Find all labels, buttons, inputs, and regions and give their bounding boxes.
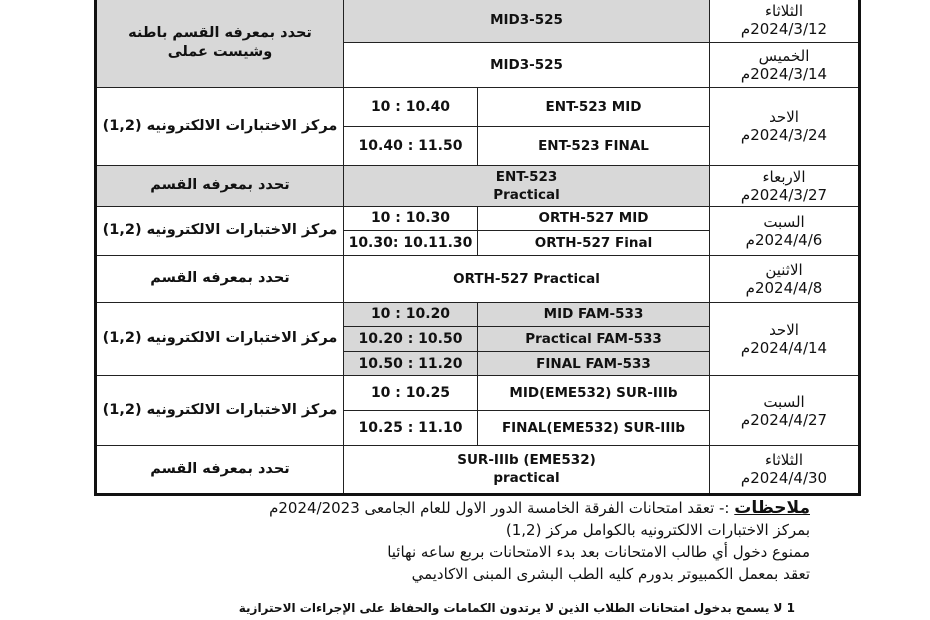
notes-section (170, 497, 810, 585)
course-cell: ORTH-527 Practical (344, 255, 710, 302)
location-cell: تحدد بمعرفه القسم (96, 255, 344, 302)
day-cell (710, 0, 860, 42)
location-cell: تحدد بمعرفه القسم (96, 165, 344, 206)
exam-date: 2024/4/14م (740, 338, 828, 357)
exam-date: 2024/4/27م (740, 410, 828, 429)
day-cell (710, 255, 860, 302)
schedule-row (96, 445, 860, 494)
day-cell (710, 302, 860, 376)
time-cell: 10.50 : 11.20 (344, 351, 478, 376)
exam-date: 2024/4/6م (745, 230, 823, 249)
exam-date: 2024/3/27م (740, 185, 828, 204)
day-name: الاربعاء (762, 167, 806, 186)
exam-date: 2024/4/8م (745, 278, 823, 297)
time-cell: 10.25 : 11.10 (344, 411, 478, 446)
notes-line: تعقد بمعمل الكمبيوتر بدورم كليه الطب البشرى المبنى الاكاديمي (411, 565, 810, 583)
exam-date: 2024/3/14م (740, 64, 828, 83)
day-name: الاحد (769, 108, 799, 127)
course-cell: FINAL FAM-533 (478, 351, 710, 376)
notes-title: ملاحظات (734, 498, 810, 518)
location-cell: مركز الاختبارات الالكترونيه (1,2) (96, 376, 344, 446)
day-cell (710, 87, 860, 165)
course-cell: ENT-523 Practical (344, 165, 710, 206)
time-cell: 10 : 10.25 (344, 376, 478, 411)
day-name: السبت (763, 392, 805, 411)
day-cell (710, 445, 860, 494)
course-cell: ENT-523 MID (478, 87, 710, 126)
schedule-row (96, 206, 860, 231)
day-cell (710, 376, 860, 446)
notes-footnote: 1 لا يسمح بدخول امتحانات الطلاب الذين لا يرتدون الكمامات والحفاظ على الإجراءات الاحترازية (238, 601, 795, 615)
location-cell: تحدد بمعرفه القسم (96, 445, 344, 494)
time-cell: 10.30: 10.11.30 (344, 231, 478, 256)
exam-date: 2024/3/24م (740, 126, 828, 145)
course-cell: ENT-523 FINAL (478, 126, 710, 165)
day-cell (710, 42, 860, 87)
time-cell: 10.20 : 10.50 (344, 327, 478, 352)
exam-date: 2024/3/12م (740, 20, 828, 39)
day-name: السبت (763, 212, 805, 231)
notes-line: ممنوع دخول أي طالب الامتحانات بعد بدء الامتحانات بربع ساعه نهائيا (387, 543, 810, 561)
course-cell: ORTH-527 Final (478, 231, 710, 256)
notes-first-line (170, 497, 810, 519)
notes-intro: :- تعقد امتحانات الفرقة الخامسة الدور الاول للعام الجامعى 2024/2023م (269, 499, 730, 517)
course-cell: ORTH-527 MID (478, 206, 710, 231)
time-cell: 10 : 10.40 (344, 87, 478, 126)
day-name: الاثنين (765, 260, 803, 279)
course-cell: FINAL(EME532) SUR-IIIb (478, 411, 710, 446)
schedule-row (96, 376, 860, 411)
day-name: الخميس (758, 46, 810, 65)
day-name: الثلاثاء (764, 451, 803, 470)
course-cell: MID3-525 (344, 42, 710, 87)
schedule-row (96, 255, 860, 302)
course-cell: (EME532) SUR-IIIb practical (344, 445, 710, 494)
schedule-row (96, 87, 860, 126)
day-cell (710, 206, 860, 255)
day-cell (710, 165, 860, 206)
day-name: الاحد (769, 320, 799, 339)
course-cell: Practical FAM-533 (478, 327, 710, 352)
time-cell: 10.40 : 11.50 (344, 126, 478, 165)
schedule-row (96, 0, 860, 42)
course-cell: MID FAM-533 (478, 302, 710, 327)
time-cell: 10 : 10.30 (344, 206, 478, 231)
location-cell: مركز الاختبارات الالكترونيه (1,2) (96, 206, 344, 255)
exam-date: 2024/4/30م (740, 469, 828, 488)
schedule-row (96, 165, 860, 206)
location-cell: مركز الاختبارات الالكترونيه (1,2) (96, 302, 344, 376)
course-cell: MID(EME532) SUR-IIIb (478, 376, 710, 411)
location-cell: مركز الاختبارات الالكترونيه (1,2) (96, 87, 344, 165)
time-cell: 10 : 10.20 (344, 302, 478, 327)
schedule-row (96, 302, 860, 327)
exam-schedule-table (94, 0, 861, 496)
location-cell: تحدد بمعرفه القسم باطنه وشيست عملى (96, 0, 344, 87)
notes-line: بمركز الاختبارات الالكترونيه بالكوامل مركز (1,2) (505, 521, 810, 539)
day-name: الثلاثاء (764, 2, 803, 21)
course-cell: MID3-525 (344, 0, 710, 42)
